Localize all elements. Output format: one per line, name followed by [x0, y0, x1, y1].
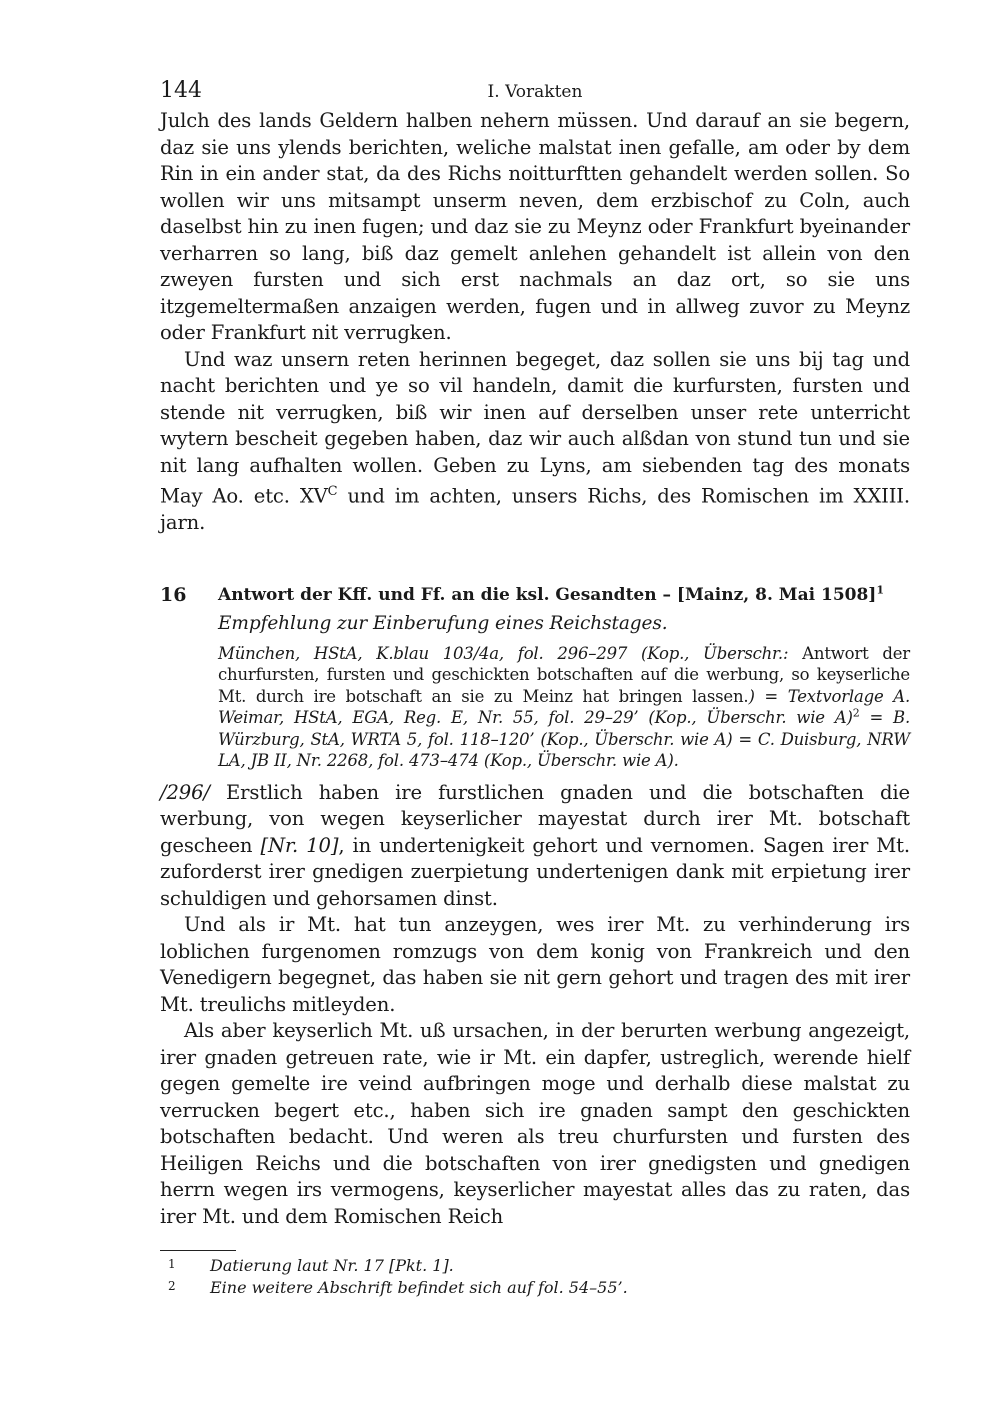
- document-page: [160, 78, 910, 1299]
- source-a-tail: ) = Textvorlage A. Weimar, HStA, EGA, Reg. E, Nr. 55, fol. 29–29’ (Kop., Überschr. wie A): [218, 686, 910, 728]
- footnotes: [160, 1255, 910, 1299]
- continued-paragraph-2: [160, 347, 910, 537]
- entry-number: 16: [160, 583, 187, 606]
- entry-sources: [218, 643, 910, 772]
- continued-paragraph-2-pre: Und waz unsern reten herinnen begeget, daz sollen sie uns bij tag und nacht berichten und ye so vil handeln, damit die kurfursten, fursten und stende nit verrugken, biß wir inen auf derselben unser rete unterricht wytern bescheit gegeben haben, daz wir auch alßdan von stund tun und sie nit lang aufhalten wollen. Geben zu Lyns, am siebenden tag des monats May Ao. etc. XV: [160, 347, 910, 508]
- source-a-heading: Antwort der churfursten, fursten und geschickten botschaften auf die werbung, so keyserliche Mt. durch ire botschaft an sie zu Meinz hat bringen lassen.: [218, 643, 910, 706]
- footnote-text: Eine weitere Abschrift befindet sich auf fol. 54–55’.: [210, 1278, 628, 1298]
- cross-reference: [Nr. 10]: [260, 833, 339, 857]
- source-b-tail: = B. Würzburg, StA, WRTA 5, fol. 118–120’ (Kop., Überschr. wie A) = C. Duisburg, NRW LA, JB II, Nr. 2268, fol. 473–474 (Kop., Überschr. wie A).: [218, 708, 911, 771]
- footnote-number: 1: [168, 1257, 176, 1272]
- footnote-text: Datierung laut Nr. 17 [Pkt. 1].: [210, 1256, 454, 1276]
- footnote-2: [160, 1277, 910, 1299]
- entry-summary: Empfehlung zur Einberufung eines Reichstages.: [218, 612, 668, 634]
- page-header: [160, 78, 910, 108]
- regnal-superscript: C: [327, 484, 338, 499]
- running-head: I. Vorakten: [487, 82, 583, 102]
- main-paragraph-3: Als aber keyserlich Mt. uß ursachen, in der berurten werbung angezeigt, irer gnaden getreuen rate, wie ir Mt. ein dapfer, ustreglich, werende hielf gegen gemelte ire veind aufbringen moge und derhalb diese malstat zu verrucken begert etc., haben sich ire gnaden sampt den geschickten botschaften bedacht. Und weren als treu churfursten und fursten des Heiligen Reichs und die botschaften von irer gnedigsten und gnedigen herrn wegen irs vermogens, keyserlicher mayestat alles das zu raten, das irer Mt. und dem Romischen Reich: [160, 1019, 910, 1228]
- footnote-1: [160, 1255, 910, 1277]
- page-number: 144: [160, 78, 202, 103]
- folio-marker: /296/: [160, 780, 210, 804]
- source-a-label: München, HStA, K.blau 103/4a, fol. 296–297 (Kop., Überschr.:: [218, 643, 789, 663]
- entry-title-text: Antwort der Kff. und Ff. an die ksl. Gesandten – [Mainz, 8. Mai 1508]: [218, 584, 877, 605]
- main-paragraph-1: [160, 780, 910, 913]
- continued-paragraph-1: Julch des lands Geldern halben nehern müssen. Und darauf an sie begern, daz sie uns ylends berichten, weliche malstat inen gefalle, am oder by dem Rin in ein ander stat, da des Richs noitturftten gehandelt werden sollen. So wollen wir uns mitsampt unserm neven, dem erzbischof zu Coln, auch daselbst hin zu inen fugen; und daz sie zu Meynz oder Frankfurt byeinander verharren so lang, biß daz gemelt anlehen gehandelt ist allein von den zweyen fursten und sich erst nachmals an daz ort, so sie uns itzgemeltermaßen anzaigen werden, fugen und in allweg zuvor zu Meynz oder Frankfurt nit verrugken.: [160, 109, 910, 344]
- main-paragraph-2: Und als ir Mt. hat tun anzeygen, wes irer Mt. zu verhinderung irs loblichen furgenomen romzugs von dem konig von Frankreich und den Venedigern begegnet, das haben sie nit gern gehort und tragen des mit irer Mt. treulichs mitleyden.: [160, 913, 910, 1016]
- main-text: [160, 780, 910, 1231]
- source-footnote-ref: 2: [852, 706, 860, 720]
- main-paragraph-1-a: Erstlich haben ire furstlichen gnaden und die botschaften die werbung, von wegen keyserlicher mayestat durch irer Mt. botschaft gescheen: [160, 780, 910, 857]
- entry-heading: [160, 583, 910, 607]
- footnote-divider: [160, 1250, 236, 1251]
- entry-title-footnote-ref: 1: [876, 582, 885, 596]
- main-paragraph-1-b: , in undertenigkeit gehort und vernomen. Sagen irer Mt. zuforderst irer gnedigen zuerpietung undertenigen dank mit erpietung irer schuldigen und gehorsamen dinst.: [160, 833, 910, 910]
- continued-paragraph-2-post: und im achten, unsers Richs, des Romischen im XXIII. jarn.: [160, 484, 910, 535]
- entry-title: [218, 582, 885, 605]
- footnote-number: 2: [168, 1279, 176, 1294]
